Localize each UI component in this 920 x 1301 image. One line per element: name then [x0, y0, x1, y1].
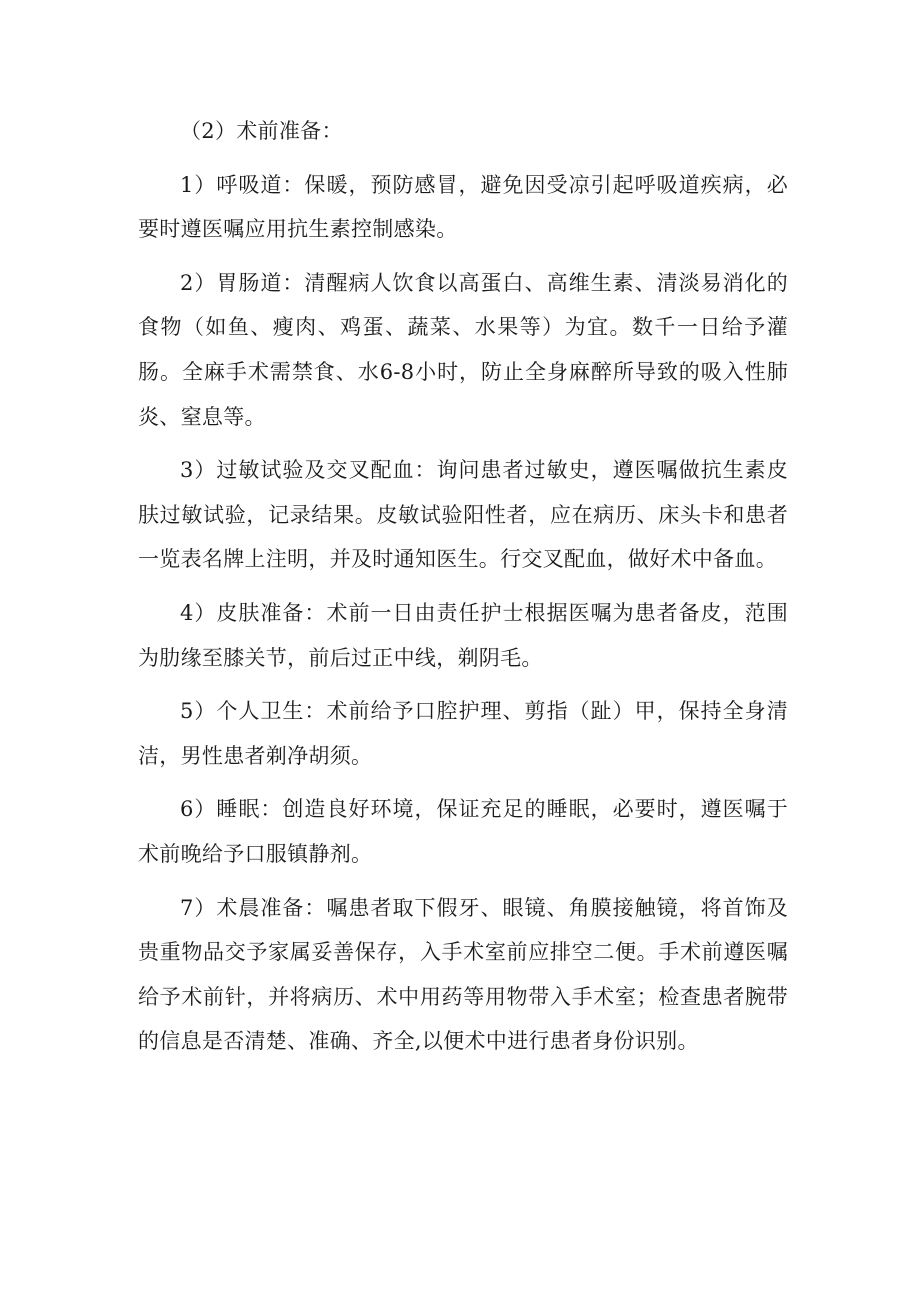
document-page [138, 109, 788, 1064]
spacer [138, 680, 788, 689]
spacer [138, 439, 788, 448]
spacer [138, 877, 788, 886]
paragraph-respiratory: 1）呼吸道：保暖，预防感冒，避免因受凉引起呼吸道疾病，必要时遵医嘱应用抗生素控制感染。 [138, 172, 788, 242]
spacer [138, 582, 788, 591]
section-heading: （2）术前准备： [180, 119, 343, 143]
spacer [138, 252, 788, 261]
paragraph-sleep: 6）睡眠：创造良好环境，保证充足的睡眠，必要时，遵医嘱于术前晚给予口服镇静剂。 [138, 797, 788, 866]
paragraph-allergy-test: 3）过敏试验及交叉配血：询问患者过敏史，遵医嘱做抗生素皮肤过敏试验，记录结果。皮敏试验阳性者，应在病历、床头卡和患者一览表名牌上注明，并及时通知医生。行交叉配血，做好术中备血。 [138, 458, 788, 572]
spacer [138, 778, 788, 787]
paragraph-personal-hygiene: 5）个人卫生：术前给予口腔护理、剪指（趾）甲，保持全身清洁，男性患者剃净胡须。 [138, 699, 788, 768]
paragraph-morning-prep: 7）术晨准备：嘱患者取下假牙、眼镜、角膜接触镜，将首饰及贵重物品交予家属妥善保存，入手术室前应排空二便。手术前遵医嘱给予术前针，并将病历、术中用药等用物带入手术室；检查患者腕带的信息是否清楚、准确、齐全,以便术中进行患者身份识别。 [138, 895, 788, 1054]
paragraph-skin-prep: 4）皮肤准备：术前一日由责任护士根据医嘱为患者备皮，范围为肋缘至膝关节，前后过正中线，剃阴毛。 [138, 600, 788, 670]
paragraph-gastrointestinal: 2）胃肠道：清醒病人饮食以高蛋白、高维生素、清淡易消化的食物（如鱼、瘦肉、鸡蛋、蔬菜、水果等）为宜。数千一日给予灌肠。全麻手术需禁食、水6-8小时，防止全身麻醉所导致的吸入性肺炎、窒息等。 [138, 270, 788, 429]
spacer [138, 154, 788, 163]
